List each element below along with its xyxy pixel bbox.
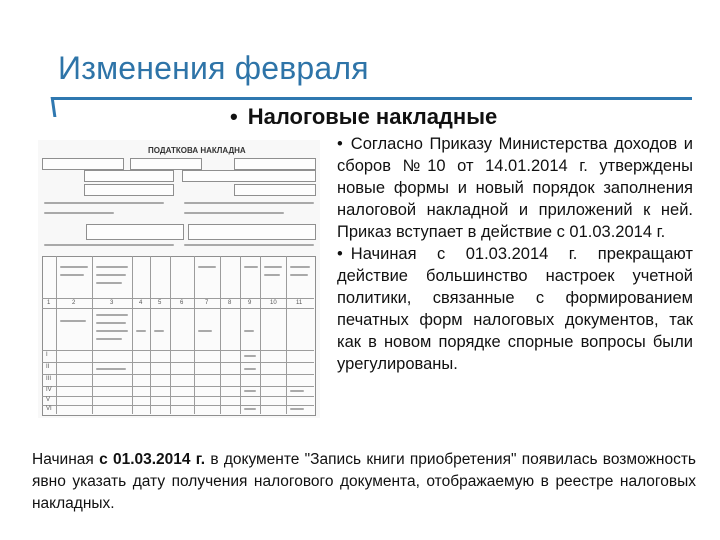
form-scribble (96, 282, 122, 284)
form-table (42, 256, 316, 416)
row-label: VI (46, 406, 52, 412)
table-col-rule (150, 256, 151, 414)
form-header-box-mid (130, 158, 202, 170)
slide-title: Изменения февраля (58, 50, 369, 86)
form-scribble (290, 408, 304, 410)
col-number: 8 (228, 300, 232, 306)
form-scribble (96, 338, 122, 340)
col-number: 6 (180, 300, 184, 306)
col-number: 5 (158, 300, 162, 306)
form-scribble (96, 314, 128, 316)
form-field-row (234, 184, 316, 196)
bullet-marker: • (337, 135, 343, 153)
form-scribble (96, 330, 128, 332)
form-field-row (182, 170, 316, 182)
table-col-rule (286, 256, 287, 414)
form-title: ПОДАТКОВА НАКЛАДНА (148, 146, 246, 155)
col-number: 1 (47, 300, 51, 306)
form-scribble (60, 274, 84, 276)
title-rule (52, 97, 692, 100)
col-number: 11 (296, 300, 303, 306)
form-scribble (244, 266, 258, 268)
title-rule-hook (51, 97, 57, 117)
form-scribble (60, 266, 88, 268)
form-scribble (44, 202, 164, 204)
col-number: 2 (72, 300, 76, 306)
row-label: II (46, 364, 50, 370)
form-scribble (290, 266, 310, 268)
table-col-rule (260, 256, 261, 414)
form-scribble (96, 274, 126, 276)
subheading-text: Налоговые накладные (247, 104, 498, 129)
form-scribble (244, 408, 256, 410)
bullet-item (337, 243, 693, 375)
subheading (230, 104, 497, 130)
table-rule (42, 405, 314, 406)
col-number: 10 (270, 300, 277, 306)
form-scribble (184, 244, 314, 246)
table-col-rule (220, 256, 221, 414)
bullet-text: Согласно Приказу Министерства доходов и сборов №10 от 14.01.2014 г. утверждены новые формы и новый порядок заполнения налоговой накладной и приложений к ней. Приказ вступает в действие с 01.03.2014 г. (337, 135, 693, 241)
form-header-box-left (42, 158, 124, 170)
form-field-row (84, 184, 174, 196)
form-scribble (290, 274, 308, 276)
col-number: 3 (110, 300, 114, 306)
col-number: 9 (248, 300, 252, 306)
table-col-rule (56, 256, 57, 414)
form-scribble (184, 202, 314, 204)
form-scribble (96, 266, 128, 268)
form-scribble (244, 390, 256, 392)
form-scribble (44, 244, 174, 246)
bullet-item (337, 133, 693, 243)
form-scribble (96, 322, 126, 324)
form-scribble (264, 274, 280, 276)
form-scribble (136, 330, 146, 332)
table-rule (42, 308, 314, 309)
form-scribble (96, 368, 126, 370)
table-rule (42, 396, 314, 397)
form-field-row (86, 224, 184, 240)
form-scribble (154, 330, 164, 332)
form-field-row (188, 224, 316, 240)
form-scribble (244, 355, 256, 357)
form-field-row (84, 170, 174, 182)
form-scribble (198, 330, 212, 332)
table-rule (42, 350, 314, 351)
table-col-rule (92, 256, 93, 414)
table-col-rule (170, 256, 171, 414)
table-rule (42, 386, 314, 387)
table-col-rule (194, 256, 195, 414)
form-scribble (60, 320, 86, 322)
footer-suffix: в документе "Запись книги приобретения" появилась возможность явно указать дату получения налогового документа, отображаемую в реестре налоговых накладных. (32, 451, 696, 512)
table-col-rule (132, 256, 133, 414)
row-label: IV (46, 387, 52, 393)
tax-invoice-form-image (38, 140, 320, 418)
col-number: 4 (139, 300, 143, 306)
row-label: III (46, 376, 52, 382)
subheading-bullet: • (230, 104, 238, 129)
table-rule (42, 374, 314, 375)
footer-bold-date: с 01.03.2014 г. (99, 451, 206, 468)
bullet-list (337, 133, 693, 375)
form-scribble (44, 212, 114, 214)
form-scribble (184, 212, 284, 214)
bullet-marker: • (337, 245, 343, 263)
footer-prefix: Начиная (32, 451, 94, 468)
form-scribble (244, 330, 254, 332)
footer-paragraph (32, 449, 696, 515)
form-header-box-right (234, 158, 316, 170)
col-number: 7 (205, 300, 209, 306)
form-scribble (244, 368, 256, 370)
form-scribble (290, 390, 304, 392)
bullet-text: Начиная с 01.03.2014 г. прекращают действие большинство настроек учетной политики, связанные с формированием печатных форм налоговых документов, так как в новом порядке спорные вопросы были урегулированы. (337, 245, 693, 373)
form-scribble (264, 266, 282, 268)
table-rule (42, 362, 314, 363)
table-rule (42, 298, 314, 299)
row-label: I (46, 352, 48, 358)
form-scribble (198, 266, 216, 268)
table-col-rule (240, 256, 241, 414)
row-label: V (46, 397, 51, 403)
